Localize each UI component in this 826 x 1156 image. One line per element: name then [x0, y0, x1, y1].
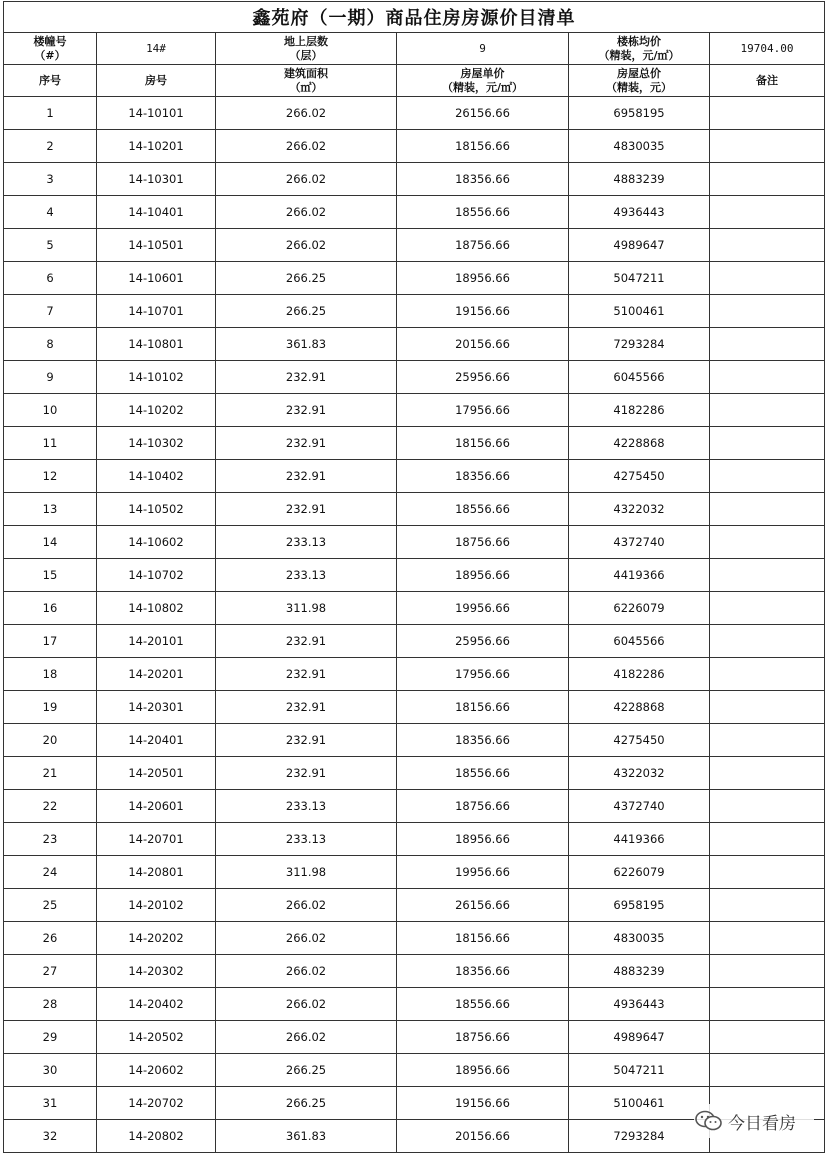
cell-unit-price: 18156.66: [397, 922, 569, 955]
table-row: [4, 1054, 825, 1087]
cell-room: 14-10601: [97, 262, 216, 295]
cell-unit-price: 20156.66: [397, 1120, 569, 1153]
cell-room: 14-10101: [97, 97, 216, 130]
cell-remark: [710, 724, 825, 757]
cell-unit-price: 18756.66: [397, 1021, 569, 1054]
table-row: [4, 724, 825, 757]
cell-remark: [710, 328, 825, 361]
cell-remark: [710, 1021, 825, 1054]
cell-seq: 5: [4, 229, 97, 262]
cell-total-price: 6045566: [569, 361, 710, 394]
cell-unit-price: 17956.66: [397, 394, 569, 427]
table-row: [4, 988, 825, 1021]
table-row: [4, 757, 825, 790]
cell-remark: [710, 163, 825, 196]
table-row: [4, 790, 825, 823]
wechat-icon: [694, 1109, 724, 1133]
cell-remark: [710, 97, 825, 130]
cell-area: 266.02: [216, 889, 397, 922]
cell-seq: 10: [4, 394, 97, 427]
watermark-text: 今日看房: [728, 1113, 796, 1134]
cell-remark: [710, 823, 825, 856]
cell-remark: [710, 658, 825, 691]
table-row: [4, 922, 825, 955]
cell-total-price: 7293284: [569, 1120, 710, 1153]
cell-area: 232.91: [216, 493, 397, 526]
table-row: [4, 130, 825, 163]
cell-unit-price: 18756.66: [397, 229, 569, 262]
cell-unit-price: 19956.66: [397, 592, 569, 625]
cell-remark: [710, 196, 825, 229]
cell-seq: 22: [4, 790, 97, 823]
cell-total-price: 6045566: [569, 625, 710, 658]
cell-area: 233.13: [216, 526, 397, 559]
cell-total-price: 4419366: [569, 559, 710, 592]
cell-unit-price: 18356.66: [397, 724, 569, 757]
cell-room: 14-20201: [97, 658, 216, 691]
cell-unit-price: 18756.66: [397, 790, 569, 823]
cell-total-price: 4830035: [569, 130, 710, 163]
cell-total-price: 5100461: [569, 1087, 710, 1120]
cell-area: 232.91: [216, 757, 397, 790]
cell-seq: 21: [4, 757, 97, 790]
cell-area: 311.98: [216, 592, 397, 625]
cell-remark: [710, 856, 825, 889]
cell-seq: 18: [4, 658, 97, 691]
cell-area: 266.25: [216, 1054, 397, 1087]
table-row: [4, 196, 825, 229]
cell-seq: 19: [4, 691, 97, 724]
table-row: [4, 889, 825, 922]
cell-room: 14-20601: [97, 790, 216, 823]
cell-seq: 25: [4, 889, 97, 922]
cell-remark: [710, 262, 825, 295]
cell-seq: 2: [4, 130, 97, 163]
cell-area: 266.02: [216, 163, 397, 196]
cell-room: 14-20102: [97, 889, 216, 922]
cell-room: 14-20402: [97, 988, 216, 1021]
cell-area: 266.02: [216, 955, 397, 988]
cell-seq: 11: [4, 427, 97, 460]
cell-unit-price: 18156.66: [397, 427, 569, 460]
cell-seq: 15: [4, 559, 97, 592]
floors-label: 地上层数 （层）: [216, 33, 397, 65]
cell-area: 266.02: [216, 196, 397, 229]
cell-unit-price: 25956.66: [397, 361, 569, 394]
cell-area: 233.13: [216, 559, 397, 592]
cell-unit-price: 18356.66: [397, 163, 569, 196]
table-row: [4, 823, 825, 856]
cell-remark: [710, 955, 825, 988]
cell-room: 14-10201: [97, 130, 216, 163]
cell-total-price: 5100461: [569, 295, 710, 328]
cell-remark: [710, 295, 825, 328]
header-area: 建筑面积 （㎡）: [216, 65, 397, 97]
cell-area: 266.02: [216, 988, 397, 1021]
cell-seq: 7: [4, 295, 97, 328]
cell-seq: 3: [4, 163, 97, 196]
cell-room: 14-10602: [97, 526, 216, 559]
cell-area: 266.25: [216, 1087, 397, 1120]
cell-area: 266.02: [216, 229, 397, 262]
cell-area: 361.83: [216, 328, 397, 361]
cell-remark: [710, 427, 825, 460]
avg-price-value: 19704.00: [710, 33, 825, 65]
cell-room: 14-10301: [97, 163, 216, 196]
cell-area: 232.91: [216, 427, 397, 460]
cell-unit-price: 19156.66: [397, 295, 569, 328]
cell-total-price: 4883239: [569, 955, 710, 988]
cell-room: 14-10701: [97, 295, 216, 328]
table-row: [4, 493, 825, 526]
cell-area: 232.91: [216, 361, 397, 394]
header-seq: 序号: [4, 65, 97, 97]
cell-seq: 26: [4, 922, 97, 955]
cell-total-price: 4936443: [569, 988, 710, 1021]
table-row: [4, 856, 825, 889]
cell-total-price: 4936443: [569, 196, 710, 229]
cell-unit-price: 18356.66: [397, 955, 569, 988]
cell-area: 232.91: [216, 625, 397, 658]
cell-unit-price: 18156.66: [397, 691, 569, 724]
table-row: [4, 592, 825, 625]
cell-unit-price: 18956.66: [397, 1054, 569, 1087]
cell-remark: [710, 526, 825, 559]
cell-unit-price: 25956.66: [397, 625, 569, 658]
cell-seq: 17: [4, 625, 97, 658]
cell-area: 266.25: [216, 262, 397, 295]
cell-area: 232.91: [216, 724, 397, 757]
cell-room: 14-20702: [97, 1087, 216, 1120]
cell-area: 232.91: [216, 394, 397, 427]
cell-area: 233.13: [216, 790, 397, 823]
cell-area: 232.91: [216, 691, 397, 724]
cell-room: 14-20602: [97, 1054, 216, 1087]
cell-room: 14-20502: [97, 1021, 216, 1054]
cell-total-price: 4883239: [569, 163, 710, 196]
cell-seq: 4: [4, 196, 97, 229]
cell-seq: 29: [4, 1021, 97, 1054]
cell-remark: [710, 460, 825, 493]
table-row: [4, 328, 825, 361]
cell-seq: 13: [4, 493, 97, 526]
cell-seq: 6: [4, 262, 97, 295]
cell-room: 14-20802: [97, 1120, 216, 1153]
table-row: [4, 394, 825, 427]
cell-unit-price: 18956.66: [397, 823, 569, 856]
header-remark: 备注: [710, 65, 825, 97]
cell-room: 14-10302: [97, 427, 216, 460]
cell-room: 14-10402: [97, 460, 216, 493]
table-row: [4, 97, 825, 130]
cell-room: 14-10401: [97, 196, 216, 229]
cell-remark: [710, 229, 825, 262]
cell-room: 14-20501: [97, 757, 216, 790]
table-row: [4, 361, 825, 394]
cell-remark: [710, 922, 825, 955]
table-row: [4, 559, 825, 592]
cell-room: 14-10802: [97, 592, 216, 625]
cell-remark: [710, 757, 825, 790]
cell-remark: [710, 592, 825, 625]
table-row: [4, 658, 825, 691]
table-row: [4, 163, 825, 196]
cell-total-price: 5047211: [569, 262, 710, 295]
cell-area: 266.02: [216, 130, 397, 163]
building-no-value: 14#: [97, 33, 216, 65]
cell-area: 233.13: [216, 823, 397, 856]
cell-total-price: 5047211: [569, 1054, 710, 1087]
table-row: [4, 262, 825, 295]
floors-value: 9: [397, 33, 569, 65]
cell-remark: [710, 130, 825, 163]
cell-unit-price: 18956.66: [397, 262, 569, 295]
cell-seq: 12: [4, 460, 97, 493]
cell-total-price: 4372740: [569, 790, 710, 823]
cell-remark: [710, 889, 825, 922]
cell-remark: [710, 559, 825, 592]
table-row: [4, 427, 825, 460]
cell-total-price: 4372740: [569, 526, 710, 559]
cell-remark: [710, 394, 825, 427]
table-row: [4, 955, 825, 988]
cell-unit-price: 26156.66: [397, 97, 569, 130]
summary-row: [4, 33, 825, 65]
cell-total-price: 4322032: [569, 757, 710, 790]
cell-total-price: 6226079: [569, 592, 710, 625]
cell-total-price: 4182286: [569, 658, 710, 691]
cell-area: 232.91: [216, 658, 397, 691]
cell-remark: [710, 1054, 825, 1087]
cell-remark: [710, 493, 825, 526]
cell-total-price: 6958195: [569, 97, 710, 130]
cell-room: 14-10801: [97, 328, 216, 361]
cell-area: 311.98: [216, 856, 397, 889]
cell-seq: 27: [4, 955, 97, 988]
cell-unit-price: 26156.66: [397, 889, 569, 922]
cell-seq: 32: [4, 1120, 97, 1153]
cell-seq: 30: [4, 1054, 97, 1087]
cell-unit-price: 19956.66: [397, 856, 569, 889]
table-row: [4, 691, 825, 724]
cell-total-price: 4322032: [569, 493, 710, 526]
cell-total-price: 7293284: [569, 328, 710, 361]
cell-unit-price: 18556.66: [397, 493, 569, 526]
cell-seq: 28: [4, 988, 97, 1021]
cell-unit-price: 20156.66: [397, 328, 569, 361]
building-no-label: 楼幢号 （#）: [4, 33, 97, 65]
cell-unit-price: 18556.66: [397, 988, 569, 1021]
cell-room: 14-10501: [97, 229, 216, 262]
cell-room: 14-20301: [97, 691, 216, 724]
cell-total-price: 4228868: [569, 427, 710, 460]
cell-seq: 16: [4, 592, 97, 625]
cell-unit-price: 18356.66: [397, 460, 569, 493]
cell-unit-price: 17956.66: [397, 658, 569, 691]
cell-remark: [710, 361, 825, 394]
cell-total-price: 4419366: [569, 823, 710, 856]
cell-area: 232.91: [216, 460, 397, 493]
cell-area: 266.02: [216, 97, 397, 130]
cell-seq: 8: [4, 328, 97, 361]
cell-total-price: 4275450: [569, 724, 710, 757]
cell-remark: [710, 790, 825, 823]
cell-room: 14-10702: [97, 559, 216, 592]
cell-room: 14-20701: [97, 823, 216, 856]
header-room: 房号: [97, 65, 216, 97]
cell-total-price: 4228868: [569, 691, 710, 724]
cell-room: 14-20101: [97, 625, 216, 658]
cell-area: 266.02: [216, 1021, 397, 1054]
cell-unit-price: 18156.66: [397, 130, 569, 163]
header-total-price: 房屋总价 （精装，元）: [569, 65, 710, 97]
cell-seq: 24: [4, 856, 97, 889]
cell-area: 361.83: [216, 1120, 397, 1153]
cell-room: 14-10502: [97, 493, 216, 526]
cell-total-price: 6958195: [569, 889, 710, 922]
table-row: [4, 460, 825, 493]
table-row: [4, 1021, 825, 1054]
header-unit-price: 房屋单价 （精装，元/㎡）: [397, 65, 569, 97]
price-list-table: [3, 1, 825, 1153]
cell-total-price: 4275450: [569, 460, 710, 493]
cell-total-price: 4830035: [569, 922, 710, 955]
table-row: [4, 526, 825, 559]
table-row: [4, 295, 825, 328]
cell-total-price: 4182286: [569, 394, 710, 427]
cell-total-price: 6226079: [569, 856, 710, 889]
watermark: [694, 1104, 814, 1138]
cell-room: 14-10202: [97, 394, 216, 427]
cell-seq: 23: [4, 823, 97, 856]
cell-remark: [710, 988, 825, 1021]
cell-unit-price: 18756.66: [397, 526, 569, 559]
cell-area: 266.02: [216, 922, 397, 955]
cell-area: 266.25: [216, 295, 397, 328]
page-title: 鑫苑府（一期）商品住房房源价目清单: [4, 2, 825, 33]
cell-unit-price: 19156.66: [397, 1087, 569, 1120]
cell-seq: 20: [4, 724, 97, 757]
cell-room: 14-20401: [97, 724, 216, 757]
cell-room: 14-20202: [97, 922, 216, 955]
cell-seq: 9: [4, 361, 97, 394]
cell-seq: 31: [4, 1087, 97, 1120]
cell-room: 14-10102: [97, 361, 216, 394]
cell-remark: [710, 625, 825, 658]
cell-total-price: 4989647: [569, 229, 710, 262]
column-header-row: [4, 65, 825, 97]
avg-price-label: 楼栋均价 （精装，元/㎡）: [569, 33, 710, 65]
table-row: [4, 625, 825, 658]
cell-total-price: 4989647: [569, 1021, 710, 1054]
cell-seq: 1: [4, 97, 97, 130]
cell-remark: [710, 691, 825, 724]
cell-unit-price: 18556.66: [397, 757, 569, 790]
cell-unit-price: 18956.66: [397, 559, 569, 592]
cell-unit-price: 18556.66: [397, 196, 569, 229]
cell-room: 14-20801: [97, 856, 216, 889]
cell-room: 14-20302: [97, 955, 216, 988]
table-row: [4, 229, 825, 262]
cell-seq: 14: [4, 526, 97, 559]
